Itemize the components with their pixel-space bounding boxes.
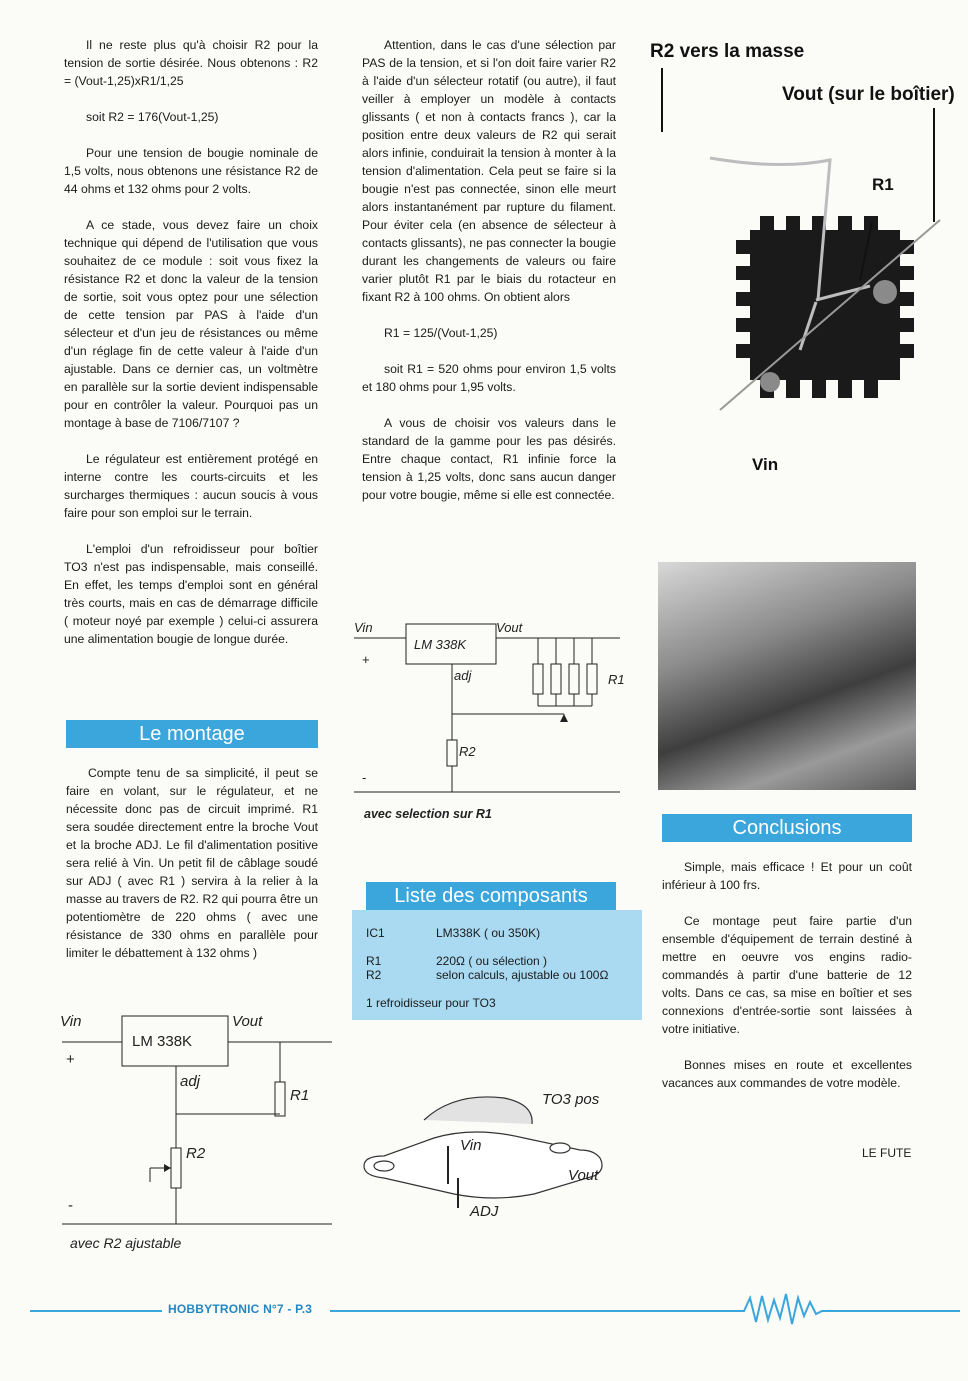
paragraph: Ce montage peut faire partie d'un ensemble d'équipement de terrain destiné à mettre en oeuvre vos engins radio-commandés à partir d'une batterie de 12 volts. Dans ce cas, sa mise en boîtier et ses connexions d'entrée-sortie sont laissées à votre initiative. [662,914,912,1036]
paragraph: Pour une tension de bougie nominale de 1,5 volts, nous obtenons une résistance R2 de 44 ohms et 132 ohms pour 2 volts. [64,146,318,196]
label-plus: + [66,1051,75,1068]
label-r2-masse: R2 vers la masse [650,41,805,62]
paragraph: Simple, mais efficace ! Et pour un coût inférieur à 100 frs. [662,860,912,892]
component-value: 220Ω ( ou sélection ) [436,954,548,968]
column-3 [662,858,912,1110]
component-value: LM338K ( ou 350K) [436,926,541,940]
paragraph: Compte tenu de sa simplicité, il peut se faire en volant, sur le régulateur, et ne nécessite donc pas de circuit imprimé. R1 sera soudée directement entre la broche Vout et la broche ADJ. Le fil d'alimentation positive sera relié à Vin. Un petit fil de câblage soudé sur ADJ ( avec R1 ) servira à la relier à la masse au travers de R2. R2 qui pourra être un potentiomètre de 220 ohms ( avec une résistance de 330 ohms en parallèle pour limiter le débattement à 132 ohms ) [66,766,318,960]
paragraph: L'emploi d'un refroidisseur pour boîtier TO3 n'est pas indispensable, mais conseillé. En effet, les temps d'emploi sont en général très courts, mais en cas de démarrage difficile ( moteur noyé par exemple ) celui-ci assurera une alimentation bougie de longue durée. [64,542,318,646]
caption: avec selection sur R1 [364,807,492,821]
footer-text: HOBBYTRONIC N°7 - P.3 [168,1302,313,1316]
paragraph: A vous de choisir vos valeurs dans le standard de la gamme pour les pas désirés. Entre chaque contact, R1 infinie force la tension à 1,25 volts, donc sans aucun danger pour votre bougie, même si elle est connectée. [362,416,616,502]
component-row [366,968,608,982]
component-ref: R1 [366,954,382,968]
label-vin: Vin [354,620,373,635]
label-chip: LM 338K [132,1033,193,1050]
label-r1: R1 [872,175,894,194]
section-heading-conclusions: Conclusions [662,814,912,842]
footer-wave-icon [734,1290,960,1330]
component-ref: R2 [366,968,382,982]
label-vin: Vin [60,1013,82,1030]
montage-text [66,764,318,962]
paragraph: soit R1 = 520 ohms pour environ 1,5 volts et 180 ohms pour 1,95 volts. [362,362,616,394]
paragraph: Il ne reste plus qu'à choisir R2 pour la tension de sortie désirée. Nous obtenons : R2 = (Vout-1,25)xR1/1,25 [64,38,318,88]
label-vin: Vin [752,455,779,474]
schematic-r2-adjustable [58,1006,338,1256]
section-heading-montage: Le montage [66,720,318,748]
label-vout-boitier: Vout (sur le boîtier) [782,84,955,105]
caption: avec R2 ajustable [70,1235,182,1251]
label-vout: Vout [232,1013,263,1030]
label-adj: adj [180,1073,201,1090]
label-vout: Vout [496,620,523,635]
column-2 [362,36,616,522]
label-plus: + [362,652,370,667]
paragraph: Bonnes mises en route et excellentes vacances aux commandes de votre modèle. [662,1058,912,1090]
label-adj: ADJ [470,1203,499,1220]
label-minus: - [362,770,367,785]
label-r2: R2 [459,744,476,759]
component-extra: 1 refroidisseur pour TO3 [366,996,496,1010]
label-minus: - [68,1197,73,1214]
label-vout: Vout [568,1167,599,1184]
heatsink-photo [640,30,968,480]
field-photo [658,562,916,790]
formula: soit R2 = 176(Vout-1,25) [86,110,219,124]
schematic-r1-selection [352,616,632,826]
label-r2: R2 [186,1145,206,1162]
label-adj: adj [454,668,472,683]
component-row [366,954,547,968]
section-heading-liste: Liste des composants [366,882,616,910]
label-to3-pos: TO3 pos [542,1091,600,1108]
paragraph: Le régulateur est entièrement protégé en interne contre les courts-circuits et les surcharges thermiques : aucun soucis à vous faire pour son emploi sur le terrain. [64,452,318,520]
component-value: selon calculs, ajustable ou 100Ω [436,968,609,982]
footer-rule-right [330,1310,734,1312]
component-row [366,926,540,940]
label-r1: R1 [608,672,625,687]
components-list [352,910,642,1020]
footer-rule-left [30,1310,162,1312]
label-r1: R1 [290,1087,310,1104]
to3-package-drawing [354,1084,624,1224]
label-vin: Vin [460,1137,482,1154]
component-ref: IC1 [366,926,385,940]
formula: R1 = 125/(Vout-1,25) [384,326,498,340]
column-1 [64,36,318,666]
paragraph: Attention, dans le cas d'une sélection par PAS de la tension, et si l'on doit faire varier R2 à l'aide d'un sélecteur rotatif (ou autre), il faut veiller à employer un modèle à contacts glissants ( et non à contacts francs ), car la position entre deux valeurs de R2 qui serait alors infinie, conduirait la tension à monter à la tension d'alimentation. Cela peut se faire si la bougie n'est pas connectée, sinon elle meurt alors instantanément par rupture du filament. Pour éviter cela (en absence de sélecteur à contacts glissants), ne pas connecter la bougie durant les changements de valeurs ou faire varier plutôt R1 par le biais du rotacteur en fixant R2 à 100 ohms. On obtient alors [362,38,616,304]
signature: LE FUTE [862,1146,912,1160]
paragraph: A ce stade, vous devez faire un choix technique qui dépend de l'utilisation que vous souhaitez de ce module : soit vous fixez la résistance R2 et donc la valeur de la tension de sortie, soit vous optez pour une sélection de cette tension par PAS à l'aide d'un sélecteur et d'un jeu de résistances ou même d'un réglage fin de cette valeur à l'aide d'un ajustable. Dans ce dernier cas, un voltmètre en parallèle sur la sortie devient indispensable pour en contrôler la valeur. Pourquoi pas un montage à base de 7106/7107 ? [64,218,318,430]
label-chip: LM 338K [414,637,467,652]
